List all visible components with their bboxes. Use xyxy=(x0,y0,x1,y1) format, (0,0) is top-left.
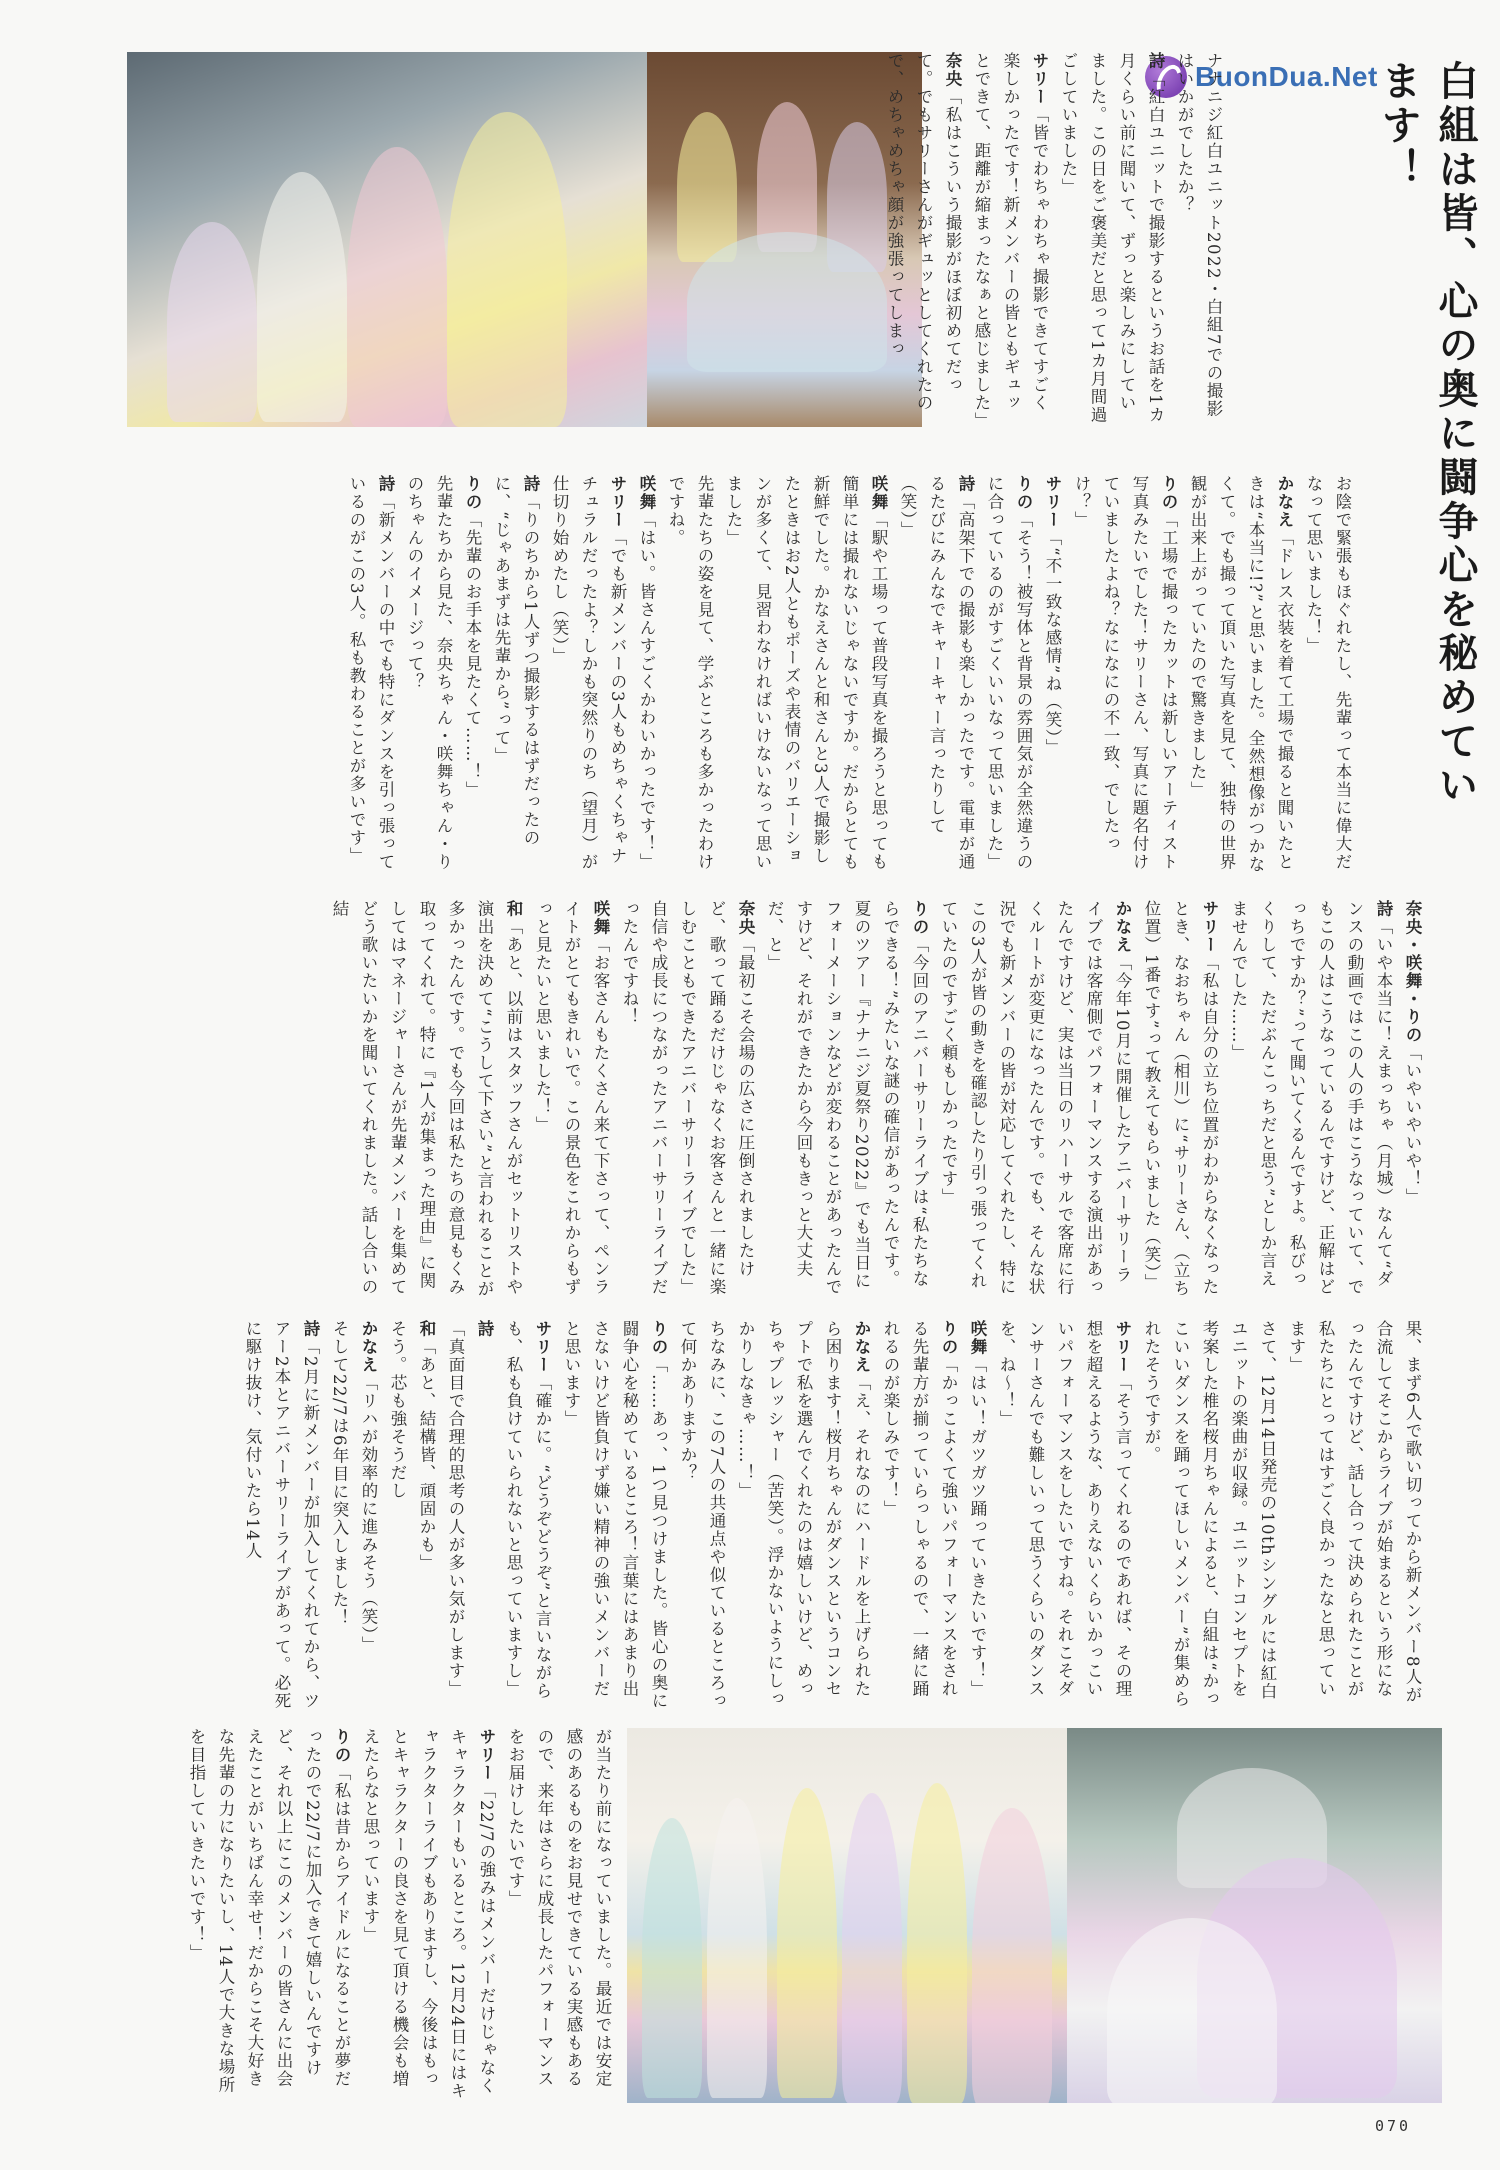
article-paragraph xyxy=(342,475,400,875)
speaker-name: りの xyxy=(1014,475,1033,511)
paragraph-text: 「最初こそ会場の広さに圧倒されましたけど、歌って踊るだけじゃなくお客さんと一緒に楽しむこともできたアニバーサリーライブでした」 xyxy=(678,900,755,1296)
paragraph-text: 「いやいやいや！」 xyxy=(1403,1044,1422,1206)
paragraph-text: 「今回のアニバーサリーライブは“私たちならできる！”みたいな謎の確信があったんです。夏のツアー『ナナニジ夏祭り2022』でも当日にフォーメーションなどが変わることがあったんですけど、それができたから今回もきっと大丈夫だ、と」 xyxy=(765,900,929,1296)
speaker-name: サリー xyxy=(1200,900,1219,954)
paragraph-text: 「紅白ユニットで撮影するというお話を1カ月くらい前に聞いて、ずっと楽しみにしていました。この日をご褒美だと思って1カ月間過ごしていました」 xyxy=(1059,52,1165,424)
article-paragraph xyxy=(992,1320,1137,1710)
paragraph-text: 「新メンバーの中でも特にダンスを引っ張っているのがこの3人。私も教わることが多いです」 xyxy=(347,475,395,871)
speaker-name: かなえ xyxy=(852,1320,871,1374)
speaker-name: サリー xyxy=(1043,475,1062,529)
article-paragraph xyxy=(412,1320,441,1710)
speaker-name: 咲舞 xyxy=(869,475,888,511)
paragraph-text: 「2月に新メンバーが加入してくれてから、ツアー2本とアニバーサリーライブがあって。必死に駆け抜け、気付いたら14人 xyxy=(243,1320,320,1710)
article-paragraph xyxy=(893,475,980,875)
speaker-name: 和 xyxy=(417,1320,436,1338)
speaker-name: かなえ xyxy=(1275,475,1294,529)
article-paragraph xyxy=(1054,52,1170,427)
logo-text: BuonDua.Net xyxy=(1195,61,1378,92)
paragraph-text: 「“不一致な感情”ね（笑）」 xyxy=(1043,529,1062,757)
paragraph-text: 「かっこよくて強いパフォーマンスをされる先輩方が揃っていらっしゃるので、一緒に踊れるのが楽しみです！」 xyxy=(881,1320,958,1698)
speaker-name: 奈央・咲舞・りの xyxy=(1403,900,1422,1044)
speaker-name: りの xyxy=(939,1320,958,1356)
article-column-2 xyxy=(127,475,1357,875)
paragraph-text: 「はい！ガツガツ踊っていきたいです！」 xyxy=(968,1356,987,1698)
article-paragraph xyxy=(400,475,458,875)
article-paragraph xyxy=(760,900,934,1300)
paragraph-text: 「私はこういう撮影がほぼ初めてだって。でもサリーさんがギュッとしてくれたので、めちゃめちゃ顔が強張ってしまっ xyxy=(885,52,962,412)
paragraph-text: 「あと、結構皆、頑固かも」 xyxy=(417,1338,436,1572)
paragraph-text: 「駅や工場って普段写真を撮ろうと思っても簡単には撮れないじゃないですか。だからとても新鮮でした。かなえさんと和さんと3人で撮影したときはお2人ともポーズや表情のバリエーションが多くて、見習わなければいけないなって思いました」 xyxy=(724,475,888,871)
article-paragraph xyxy=(880,52,967,427)
speaker-name: かなえ xyxy=(359,1320,378,1374)
paragraph-text: そう。芯も強そうだし xyxy=(388,1320,407,1500)
paragraph-text: 「そう言ってくれるのであれば、その理想を超えるような、ありえないくらいかっこいいパフォーマンスをしたいですね。それこそダンサーさんでも難しいって思うくらいのダンスを、ね～！」 xyxy=(997,1320,1132,1698)
paragraph-text: 「工場で撮ったカットは新しいアーティスト写真みたいでした！サリーさん、写真に題名付けていましたよね？なになにの不一致、でしたっけ？」 xyxy=(1072,475,1178,871)
article-paragraph xyxy=(545,475,632,875)
paragraph-text: 「え、それなのにハードルを上げられたら困ります！桜月ちゃんがダンスというコンセプトで私を選んでくれたのは嬉しいけど、めっちゃプレッシャー（苦笑）。浮かないようにしっかりしなきゃ……！」 xyxy=(736,1320,871,1708)
article-paragraph xyxy=(1137,900,1224,1300)
article-paragraph xyxy=(356,1728,501,2103)
article-paragraph xyxy=(458,475,487,875)
paragraph-text: 先輩たちから見た、奈央ちゃん・咲舞ちゃん・りのちゃんのイメージって？ xyxy=(405,475,453,871)
speaker-name: 詩 xyxy=(956,475,975,493)
speaker-name: りの xyxy=(1159,475,1178,511)
paragraph-text: 「真面目で合理的思考の人が多い気がします」 xyxy=(446,1320,465,1698)
paragraph-text: お陰で緊張もほぐれたし、先輩って本当に偉大だなって思いました！」 xyxy=(1304,475,1352,871)
speaker-name: りの xyxy=(463,475,482,511)
paragraph-text: 「皆でわちゃわちゃ撮影できてすごく楽しかったです！新メンバーの皆ともギュッとできて、距離が縮まったなぁと感じました」 xyxy=(972,52,1049,430)
article-paragraph xyxy=(487,475,545,875)
paragraph-text: ちなみに、この7人の共通点や似ているところって何かありますか？ xyxy=(678,1320,726,1710)
article-paragraph xyxy=(1038,475,1067,875)
article-paragraph xyxy=(1398,900,1427,1300)
paragraph-text: 「22/7の強みはメンバーだけじゃなくキャラクターもいるところ。12月24日にはキャラクターライブもありますし、今後はもっとキャラクターの良さを見て頂ける機会も増えたらなと思っています」 xyxy=(361,1728,496,2100)
article-paragraph xyxy=(731,1320,876,1710)
article-paragraph xyxy=(499,1320,557,1710)
article-paragraph xyxy=(501,1728,617,2103)
article-paragraph xyxy=(238,1320,325,1710)
paragraph-text: 「でも新メンバーの3人もめちゃくちゃナチュラルだったよ？しかも突然りのち（望月）が仕切り始めたし（笑）」 xyxy=(550,475,627,871)
article-paragraph xyxy=(441,1320,499,1710)
article-paragraph xyxy=(1299,475,1357,875)
speaker-name: 詩 xyxy=(475,1320,494,1338)
paragraph-text: 「りのちから1人ずつ撮影するはずだったのに、“じゃあまずは先輩から”って」 xyxy=(492,475,540,847)
speaker-name: 詩 xyxy=(301,1320,320,1338)
paragraph-text: 先輩たちの姿を見て、学ぶところも多かったわけですね。 xyxy=(666,475,714,871)
paragraph-text: さて、12月14日発売の10thシングルには紅白ユニットの楽曲が収録。ユニットコンセプトを考案した椎名桜月ちゃんによると、白組は“かっこいいダンスを踊ってほしいメンバー”が集められたそうですが。 xyxy=(1142,1320,1277,1708)
speaker-name: サリー xyxy=(608,475,627,529)
article-paragraph xyxy=(354,1320,383,1710)
group-photo-window-trio xyxy=(1067,1728,1442,2103)
group-photo-seven-members xyxy=(627,1728,1067,2103)
article-paragraph xyxy=(383,1320,412,1710)
article-paragraph xyxy=(673,900,760,1300)
article-paragraph xyxy=(719,475,893,875)
paragraph-text: 自信や成長につながったアニバーサリーライブだったんですね！ xyxy=(620,900,668,1296)
article-paragraph xyxy=(182,1728,356,2103)
article-paragraph xyxy=(980,475,1038,875)
speaker-name: サリー xyxy=(477,1728,496,1782)
speaker-name: 咲舞 xyxy=(637,475,656,511)
article-column-3 xyxy=(127,900,1427,1300)
speaker-name: 詩 xyxy=(1374,900,1393,918)
paragraph-text: 「高架下での撮影も楽しかったです。電車が通るたびにみんなでキャーキャー言ったりして（笑）」 xyxy=(898,475,975,871)
speaker-name: 咲舞 xyxy=(591,900,610,936)
article-paragraph xyxy=(1183,475,1299,875)
article-column-5 xyxy=(127,1728,617,2103)
article-column-4 xyxy=(127,1320,1427,1710)
paragraph-text: 「ドレス衣装を着て工場で撮ると聞いたときは“本当に!?”と思いました。全然想像がつかなくて。でも撮って頂いた写真を見て、独特の世界観が出来上がっていたので驚きました」 xyxy=(1188,475,1294,874)
paragraph-text: そして22/7は6年目に突入しました！ xyxy=(330,1320,349,1628)
paragraph-text: 「いや本当に！えまっちゃ（月城）なんて“ダンスの動画ではこの人の手はこうなっていて、でもこの人はこうなっているんですけど、正解はどっちですか？”って聞いてくるんですよ。私びっくりして、ただぶんこっちだと思う”としか言えませんでした……」 xyxy=(1229,900,1393,1296)
speaker-name: りの xyxy=(910,900,929,936)
article-column-1 xyxy=(885,52,1228,430)
article-paragraph xyxy=(876,1320,963,1710)
article-paragraph xyxy=(1137,1320,1282,1710)
speaker-name: 咲舞 xyxy=(968,1320,987,1356)
speaker-name: 詩 xyxy=(1146,52,1165,70)
article-paragraph xyxy=(967,52,1054,430)
paragraph-text: 「リハが効率的に進みそう（笑）」 xyxy=(359,1374,378,1654)
article-paragraph xyxy=(1282,1320,1427,1710)
article-paragraph xyxy=(673,1320,731,1710)
article-paragraph xyxy=(1067,475,1183,875)
paragraph-text: 「私は自分の立ち位置がわからなくなったとき、なおちゃん（相川）に“サリーさん、（立ち位置）1番です”って教えてもらいました（笑）」 xyxy=(1142,900,1219,1298)
speaker-name: 詩 xyxy=(376,475,395,493)
paragraph-text: 「今年10月に開催したアニバーサリーライブでは客席側でパフォーマンスする演出があったんですけど、実は当日のリハーサルで客席に行くルートが変更になったんです。でも、そんな状況でも新メンバーの皆が対応してくれたし、特にこの3人が皆の動きを確認したり引っ張ってくれていたのですごく頼もしかったです」 xyxy=(939,900,1132,1296)
article-paragraph xyxy=(1170,52,1228,427)
speaker-name: サリー xyxy=(1030,52,1049,106)
speaker-name: サリー xyxy=(533,1320,552,1374)
article-paragraph xyxy=(325,1320,354,1710)
paragraph-text: 「私は昔からアイドルになることが夢だったので22/7に加入できて嬉しいんですけど、それ以上にこのメンバーの皆さんに出会えたことがいちばん幸せ！だからこそ大好きな先輩の力になりたいし、14人で大きな場所を目指していきたいです！」 xyxy=(187,1728,351,2094)
paragraph-text: 「確かに。“どうぞどうぞ”と言いながらも、私も負けていられないと思っていますし」 xyxy=(504,1320,552,1700)
paragraph-text: 「……あっ、1つ見つけました。皆心の奥に闘争心を秘めているところ！言葉にはあまり出さないけど皆負けず嫌い精神の強いメンバーだと思います」 xyxy=(562,1320,668,1710)
article-paragraph xyxy=(1224,900,1398,1300)
paragraph-text: ナナニジ紅白ユニット2022・白組7での撮影はいかがでしたか？ xyxy=(1175,52,1223,418)
paragraph-text: 「そう！被写体と背景の雰囲気が全然違うのに合っているのがすごくいいなって思いました」 xyxy=(985,475,1033,871)
article-paragraph xyxy=(934,900,1137,1300)
paragraph-text: 「お客さんもたくさん来て下さって、ペンライトがとてもきれいで。この景色をこれからもずっと見たいと思いました！」 xyxy=(533,900,610,1296)
paragraph-text: 「あと、以前はスタッフさんがセットリストや演出を決めて“こうして下さい”と言われることが多かったんです。でも今回は私たちの意見もくみ取ってくれて。特に『1人が集まった理由』に関してはマネージャーさんが先輩メンバーを集めてどう歌いたいかを聞いてくれました。話し合いの結 xyxy=(330,900,523,1298)
speaker-name: 奈央 xyxy=(736,900,755,936)
speaker-name: りの xyxy=(649,1320,668,1356)
speaker-name: りの xyxy=(332,1728,351,1764)
speaker-name: かなえ xyxy=(1113,900,1132,954)
article-paragraph xyxy=(615,900,673,1300)
article-paragraph xyxy=(528,900,615,1300)
group-photo-underpass xyxy=(127,52,647,427)
article-headline: 白組は皆、心の奥に闘争心を秘めています！ xyxy=(1375,60,1478,808)
paragraph-text: 「先輩のお手本を見たくて……！」 xyxy=(463,511,482,799)
speaker-name: サリー xyxy=(1113,1320,1132,1374)
speaker-name: 和 xyxy=(504,900,523,918)
article-paragraph xyxy=(325,900,528,1300)
paragraph-text: 果、まず6人で歌い切ってから新メンバー8人が合流してそこからライブが始まるという形になったんですけど、話し合って決められたことが私たちにとってはすごく良かったなと思っています」 xyxy=(1287,1320,1422,1704)
article-paragraph xyxy=(661,475,719,875)
speaker-name: 詩 xyxy=(521,475,540,493)
article-paragraph xyxy=(557,1320,673,1710)
article-paragraph xyxy=(632,475,661,875)
page-number: 070 xyxy=(1375,2117,1412,2135)
article-paragraph xyxy=(963,1320,992,1710)
paragraph-text: が当たり前になっていました。最近では安定感のあるものをお見せできている実感もあるので、来年はさらに成長したパフォーマンスをお届けしたいです」 xyxy=(506,1728,612,2088)
paragraph-text: 「はい。皆さんすごくかわいかったです！」 xyxy=(637,511,656,871)
speaker-name: 奈央 xyxy=(943,52,962,88)
